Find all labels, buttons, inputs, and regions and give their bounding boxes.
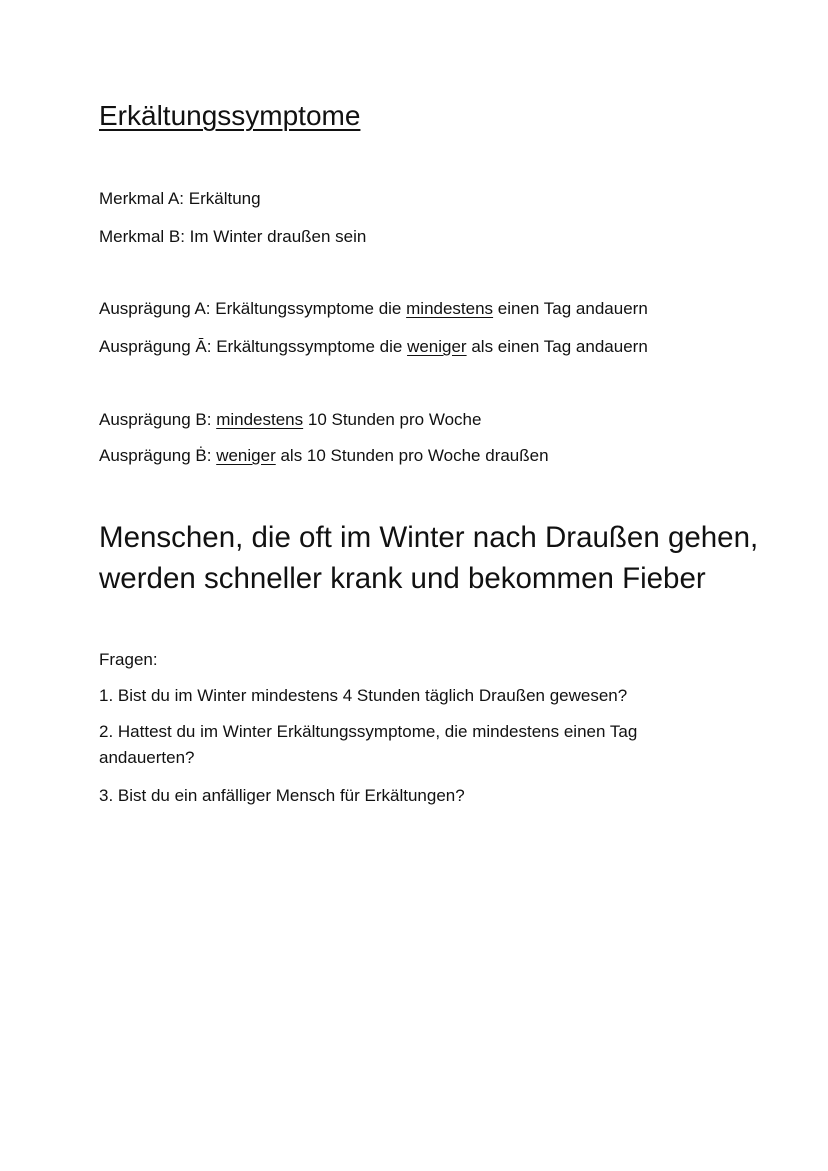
auspraegung-a-bar-prefix: Ausprägung Ā: Erkältungssymptome die [99, 337, 408, 356]
auspraegung-a-bar [99, 336, 648, 358]
merkmal-a: Merkmal A: Erkältung [99, 189, 261, 208]
auspraegung-b-dot-suffix: als 10 Stunden pro Woche draußen [275, 446, 549, 465]
auspraegung-a-prefix: Ausprägung A: Erkältungssymptome die [99, 299, 407, 318]
auspraegung-b-dot-emphasis: weniger [216, 446, 276, 465]
hypothesis-line-1: Menschen, die oft im Winter nach Draußen gehen, [99, 521, 759, 554]
auspraegung-a-bar-suffix: als einen Tag andauern [466, 337, 648, 356]
hypothesis-line-2: werden schneller krank und bekommen Fieber [99, 562, 706, 595]
auspraegung-b [99, 409, 481, 431]
document-title: Erkältungssymptome [99, 100, 361, 131]
auspraegung-a-bar-emphasis: weniger [407, 337, 467, 356]
auspraegung-a [99, 298, 648, 320]
auspraegung-b-dot [99, 445, 549, 467]
auspraegung-a-emphasis: mindestens [406, 299, 494, 318]
auspraegung-b-dot-prefix: Ausprägung Ḃ: [99, 446, 217, 465]
auspraegung-b-suffix: 10 Stunden pro Woche [303, 410, 482, 429]
hypothesis [99, 517, 779, 599]
question-3: 3. Bist du ein anfälliger Mensch für Erkältungen? [99, 786, 465, 805]
merkmal-b: Merkmal B: Im Winter draußen sein [99, 227, 367, 246]
auspraegung-a-suffix: einen Tag andauern [493, 299, 648, 318]
question-2: 2. Hattest du im Winter Erkältungssymptome, die mindestens einen Tag andauerten? [99, 722, 638, 767]
questions-heading: Fragen: [99, 650, 158, 669]
question-1: 1. Bist du im Winter mindestens 4 Stunden täglich Draußen gewesen? [99, 686, 628, 705]
auspraegung-b-emphasis: mindestens [216, 410, 304, 429]
auspraegung-b-prefix: Ausprägung B: [99, 410, 217, 429]
